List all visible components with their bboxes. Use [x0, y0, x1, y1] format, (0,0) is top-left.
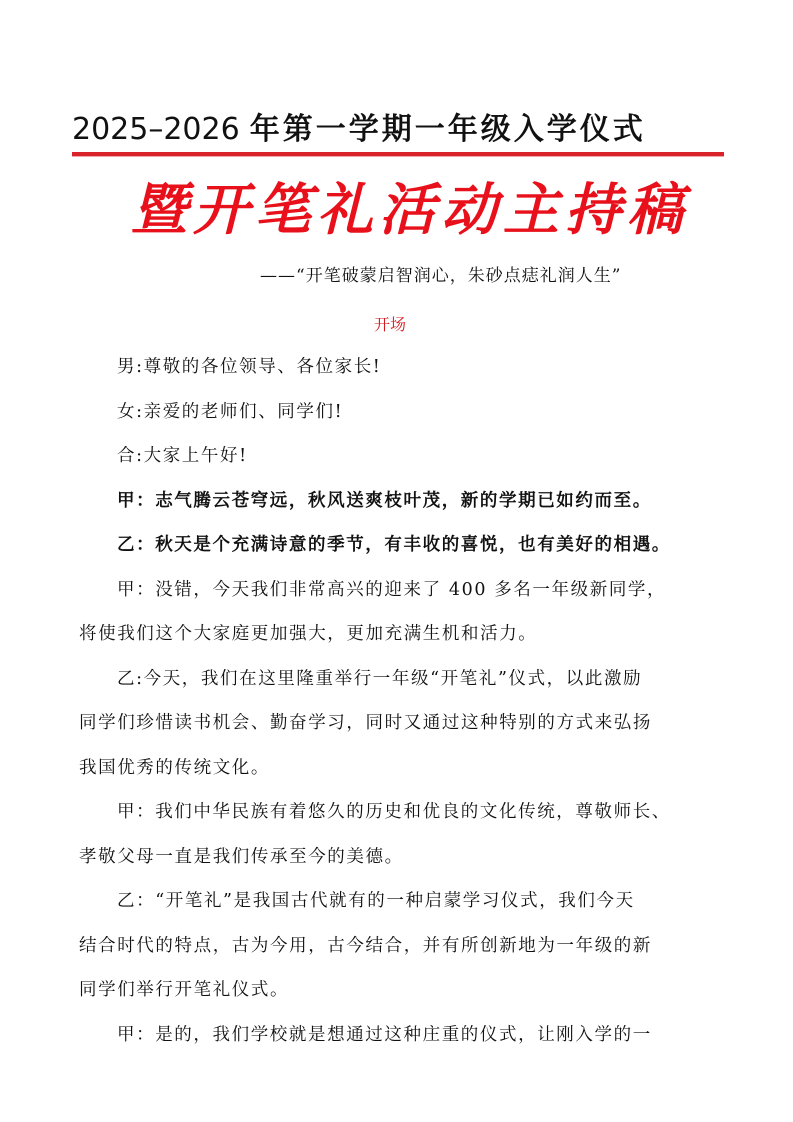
document-title	[72, 110, 724, 150]
script-line: 乙：“开笔礼”是我国古代就有的一种启蒙学习仪式，我们今天	[117, 891, 635, 911]
title-text: 年第一学期一年级入学仪式	[249, 112, 646, 147]
script-line: 孝敬父母一直是我们传承至今的美德。	[79, 846, 404, 867]
script-line: 甲：没错，今天我们非常高兴的迎来了 400 多名一年级新同学，	[117, 579, 667, 600]
script-line: 乙：秋天是个充满诗意的季节，有丰收的喜悦，也有美好的相遇。	[117, 535, 671, 555]
script-line: 合:大家上午好!	[117, 446, 248, 466]
script-body	[79, 352, 725, 1064]
script-line: 甲：我们中华民族有着悠久的历史和优良的文化传统，尊敬师长、	[117, 802, 671, 822]
title-underline-divider	[72, 152, 724, 157]
script-line: 我国优秀的传统文化。	[79, 757, 270, 778]
script-line: 同学们珍惜读书机会、勤奋学习，同时又通过这种特别的方式来弘扬	[79, 713, 652, 733]
script-line: 女:亲爱的老师们、同学们!	[117, 401, 344, 422]
script-line: 甲：志气腾云苍穹远，秋风送爽枝叶茂，新的学期已如约而至。	[117, 490, 652, 511]
section-heading-opening: 开场	[374, 315, 407, 334]
script-line: 乙:今天，我们在这里隆重举行一年级“开笔礼”仪式，以此激励	[117, 668, 643, 689]
script-line: 结合时代的特点，古为今用，古今结合，并有所创新地为一年级的新	[79, 935, 652, 956]
script-line: 将使我们这个大家庭更加强大，更加充满生机和活力。	[79, 624, 538, 644]
document-subtitle: 暨开笔礼活动主持稿	[131, 177, 689, 243]
script-line: 同学们举行开笔礼仪式。	[79, 980, 290, 1000]
title-year: 2025–2026	[72, 112, 240, 147]
theme-quote: ——“开笔破蒙启智润心，朱砂点痣礼润人生”	[260, 266, 622, 286]
script-line: 甲：是的，我们学校就是想通过这种庄重的仪式，让刚入学的一	[117, 1024, 652, 1045]
script-line: 男:尊敬的各位领导、各位家长!	[117, 357, 382, 377]
